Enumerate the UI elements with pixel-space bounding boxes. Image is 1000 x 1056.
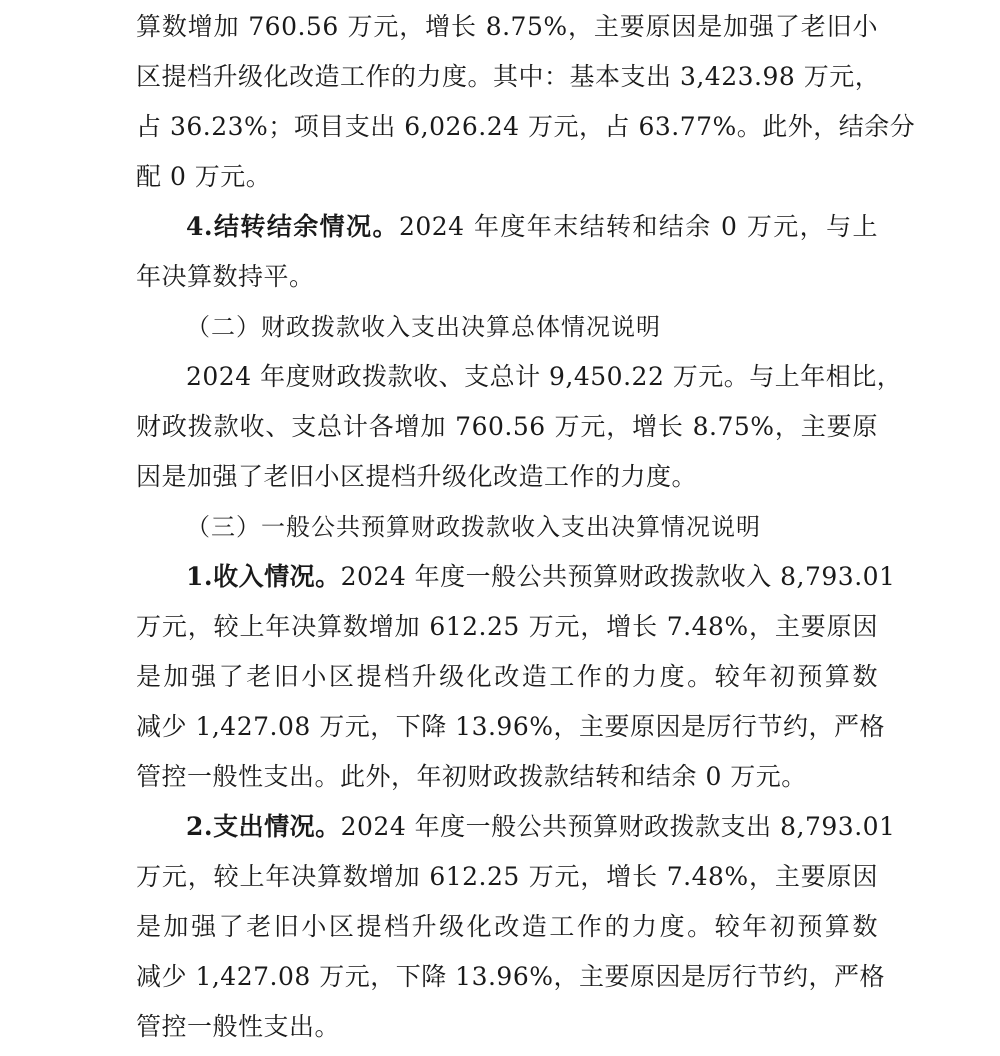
line-text: 是加强了老旧小区提档升级化改造工作的力度。较年初预算数 bbox=[136, 662, 878, 691]
line-text: 减少 1,427.08 万元，下降 13.96%，主要原因是厉行节约，严格 bbox=[136, 962, 885, 991]
line-text: 管控一般性支出。此外，年初财政拨款结转和结余 0 万元。 bbox=[136, 762, 807, 791]
paragraph-line bbox=[136, 952, 885, 1002]
line-text: 2024 年度财政拨款收、支总计 9,450.22 万元。与上年相比， bbox=[186, 362, 903, 391]
line-text: 万元，较上年决算数增加 612.25 万元，增长 7.48%，主要原因 bbox=[136, 862, 878, 891]
paragraph-line bbox=[136, 2, 878, 52]
section-heading bbox=[186, 502, 761, 552]
line-text: 因是加强了老旧小区提档升级化改造工作的力度。 bbox=[136, 462, 698, 491]
paragraph-line bbox=[136, 902, 878, 952]
line-text: 财政拨款收、支总计各增加 760.56 万元，增长 8.75%，主要原 bbox=[136, 412, 878, 441]
line-text: 算数增加 760.56 万元，增长 8.75%，主要原因是加强了老旧小 bbox=[136, 12, 878, 41]
paragraph-line bbox=[136, 852, 878, 902]
paragraph-line bbox=[136, 702, 885, 752]
paragraph-line bbox=[186, 802, 896, 852]
paragraph-line bbox=[186, 202, 878, 252]
paragraph-line bbox=[136, 252, 315, 302]
line-text: 2024 年度一般公共预算财政拨款支出 8,793.01 bbox=[340, 812, 896, 841]
paragraph-line bbox=[136, 652, 878, 702]
heading-text: （三）一般公共预算财政拨款收入支出决算情况说明 bbox=[186, 513, 761, 541]
paragraph-lead: 2.支出情况。 bbox=[186, 812, 341, 841]
paragraph-lead: 1.收入情况。 bbox=[186, 562, 341, 591]
paragraph-line bbox=[136, 102, 916, 152]
line-text: 减少 1,427.08 万元，下降 13.96%，主要原因是厉行节约，严格 bbox=[136, 712, 885, 741]
paragraph-line bbox=[136, 52, 881, 102]
paragraph-line bbox=[136, 752, 807, 802]
line-text: 占 36.23%；项目支出 6,026.24 万元，占 63.77%。此外，结余分 bbox=[136, 112, 916, 141]
paragraph-lead: 4.结转结余情况。 bbox=[186, 212, 399, 241]
paragraph-line bbox=[136, 452, 697, 502]
paragraph-line bbox=[136, 402, 878, 452]
line-text: 配 0 万元。 bbox=[136, 162, 272, 191]
paragraph-line bbox=[186, 352, 903, 402]
paragraph-line bbox=[136, 1002, 340, 1052]
line-text: 是加强了老旧小区提档升级化改造工作的力度。较年初预算数 bbox=[136, 912, 878, 941]
paragraph-line bbox=[136, 602, 878, 652]
line-text: 万元，较上年决算数增加 612.25 万元，增长 7.48%，主要原因 bbox=[136, 612, 878, 641]
line-text: 管控一般性支出。 bbox=[136, 1012, 341, 1041]
paragraph-line bbox=[136, 152, 271, 202]
line-text: 区提档升级化改造工作的力度。其中：基本支出 3,423.98 万元， bbox=[136, 62, 881, 91]
line-text: 2024 年度一般公共预算财政拨款收入 8,793.01 bbox=[340, 562, 896, 591]
section-heading bbox=[186, 302, 661, 352]
heading-text: （二）财政拨款收入支出决算总体情况说明 bbox=[186, 313, 661, 341]
line-text: 2024 年度年末结转和结余 0 万元，与上 bbox=[398, 212, 879, 241]
paragraph-line bbox=[186, 552, 896, 602]
line-text: 年决算数持平。 bbox=[136, 262, 315, 291]
